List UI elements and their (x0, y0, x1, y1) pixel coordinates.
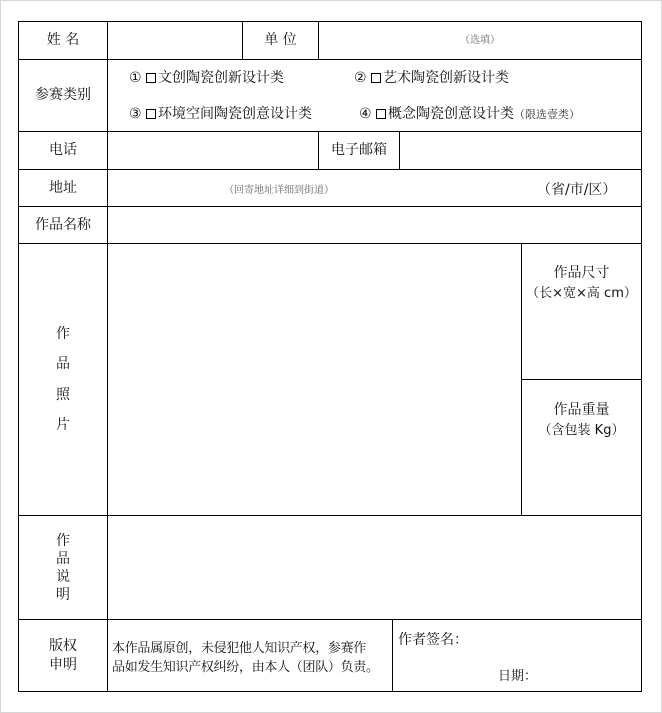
category-option-2[interactable]: ② 艺术陶瓷创新设计类 (354, 70, 510, 86)
work-name-label: 作品名称 (35, 216, 91, 233)
category-note: （限选壹类） (514, 108, 581, 121)
weight-label: 作品重量 （含包装 Kg） (538, 402, 625, 438)
unit-hint: （选填） (460, 35, 500, 46)
checkbox-3[interactable] (146, 109, 156, 119)
description-label: 作 品 说 明 (56, 532, 70, 603)
category-label: 参赛类别 (35, 87, 91, 104)
date-label: 日期： (498, 669, 538, 684)
category-option-1[interactable]: ① 文创陶瓷创新设计类 (129, 70, 285, 86)
phone-label: 电话 (49, 142, 77, 159)
checkbox-2[interactable] (371, 73, 381, 83)
copyright-label: 版权 申明 (49, 637, 77, 673)
category-option-3[interactable]: ③ 环境空间陶瓷创意设计类 (129, 106, 313, 122)
size-label: 作品尺寸 （长×宽×高 cm） (526, 265, 637, 301)
checkbox-1[interactable] (146, 73, 156, 83)
row-divider (19, 59, 641, 60)
phone-field[interactable] (108, 132, 318, 169)
work-name-field[interactable] (108, 207, 641, 243)
col-divider (392, 619, 393, 691)
address-hint: （回寄地址详细到街道） (224, 185, 334, 196)
category-option-4[interactable]: ④ 概念陶瓷创意设计类（限选壹类） (359, 106, 581, 122)
photo-label: 作 品 照 片 (56, 326, 70, 433)
signature-label: 作者签名： (398, 632, 468, 648)
email-label: 电子邮箱 (331, 142, 387, 159)
description-field[interactable] (108, 516, 641, 619)
name-label: 姓 名 (46, 32, 80, 49)
checkbox-4[interactable] (376, 109, 386, 119)
photo-area[interactable] (108, 244, 521, 515)
unit-label: 单 位 (264, 32, 297, 49)
email-field[interactable] (400, 132, 641, 169)
row-divider (19, 619, 641, 620)
name-field[interactable] (108, 22, 242, 59)
unit-field[interactable] (319, 22, 641, 59)
address-region: （省/市/区） (537, 182, 617, 198)
address-label: 地址 (49, 179, 77, 196)
entry-form-table (18, 21, 642, 692)
copyright-statement: 本作品属原创，未侵犯他人知识产权，参赛作 品如发生知识产权纠纷，由本人（团队）负责。 (112, 641, 379, 675)
row-divider (521, 379, 641, 380)
